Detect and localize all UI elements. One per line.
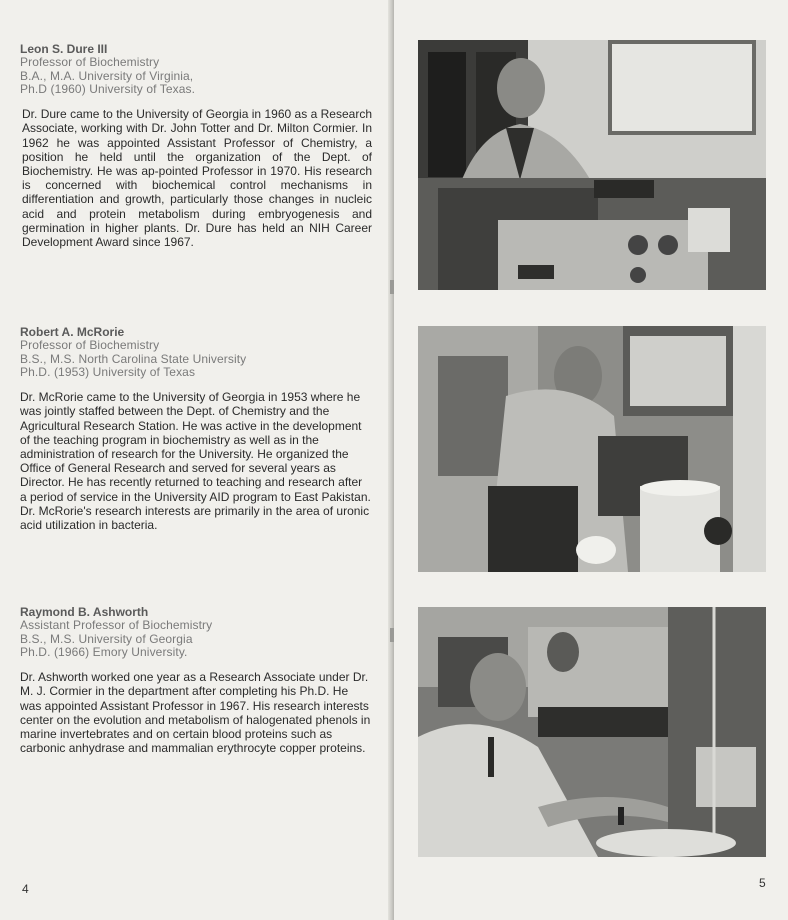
faculty-doctorate: Ph.D (1960) University of Texas.	[20, 82, 196, 97]
faculty-bio-dure	[20, 42, 372, 249]
left-page	[0, 0, 392, 920]
faculty-biography: Dr. Dure came to the University of Georgia in 1960 as a Research Associate, working with Dr. John Totter and Dr. Milton Cormier. In 1962 he was appointed Assistant Professor of Chemistry, a position he held until the organization of the Dept. of Biochemistry. He was ap-pointed Professor in 1970. His research is concerned with biochemical control mechanisms in differentiation and growth, particularly those changes in nucleic acid and protein metabolism during embryogenesis and germination in higher plants. Dr. Dure has held an NIH Career Development Award since 1967.	[22, 107, 372, 249]
photo-mcrorie-at-bench	[418, 326, 766, 572]
photo-dure-in-lab	[418, 40, 766, 290]
faculty-title: Professor of Biochemistry	[20, 55, 160, 69]
faculty-degree: B.S., M.S. North Carolina State University	[20, 351, 247, 366]
faculty-degree: B.A., M.A. University of Virginia,	[20, 68, 194, 83]
faculty-biography: Dr. Ashworth worked one year as a Research Associate under Dr. M. J. Cormier in the department after completing his Ph.D. He was appointed Assistant Professor in 1967. His research interests center on the evolution and metabolism of halogenated phenols in marine invertebrates and on certain blood proteins such as carbonic anhydrase and mammalian erythrocyte copper proteins.	[20, 670, 371, 756]
faculty-name: Leon S. Dure III	[20, 42, 108, 56]
faculty-degree: B.S., M.S. University of Georgia	[20, 631, 193, 646]
faculty-bio-mcrorie	[20, 325, 372, 532]
photo-ashworth-with-samples	[418, 607, 766, 857]
faculty-name: Raymond B. Ashworth	[20, 605, 149, 619]
faculty-title: Professor of Biochemistry	[20, 338, 160, 352]
page-number-left: 4	[22, 882, 29, 896]
faculty-title: Assistant Professor of Biochemistry	[20, 618, 213, 632]
faculty-doctorate: Ph.D. (1966) Emory University.	[20, 645, 188, 660]
faculty-doctorate: Ph.D. (1953) University of Texas	[20, 365, 196, 380]
page-number-right: 5	[759, 876, 766, 890]
faculty-biography: Dr. McRorie came to the University of Georgia in 1953 where he was jointly staffed between the Dept. of Chemistry and the Agricultural Research Station. He was active in the development of the teaching program in biochemistry as well as in the administration of research for the University. He organized the Office of General Research and served for several years as Director. He has recently returned to teaching and research after a period of service in the University AID program to East Pakistan. Dr. McRorie's research interests are primarily in the area of uronic acid utilization in bacteria.	[20, 390, 371, 532]
faculty-bio-ashworth	[20, 605, 372, 755]
faculty-name: Robert A. McRorie	[20, 325, 125, 339]
